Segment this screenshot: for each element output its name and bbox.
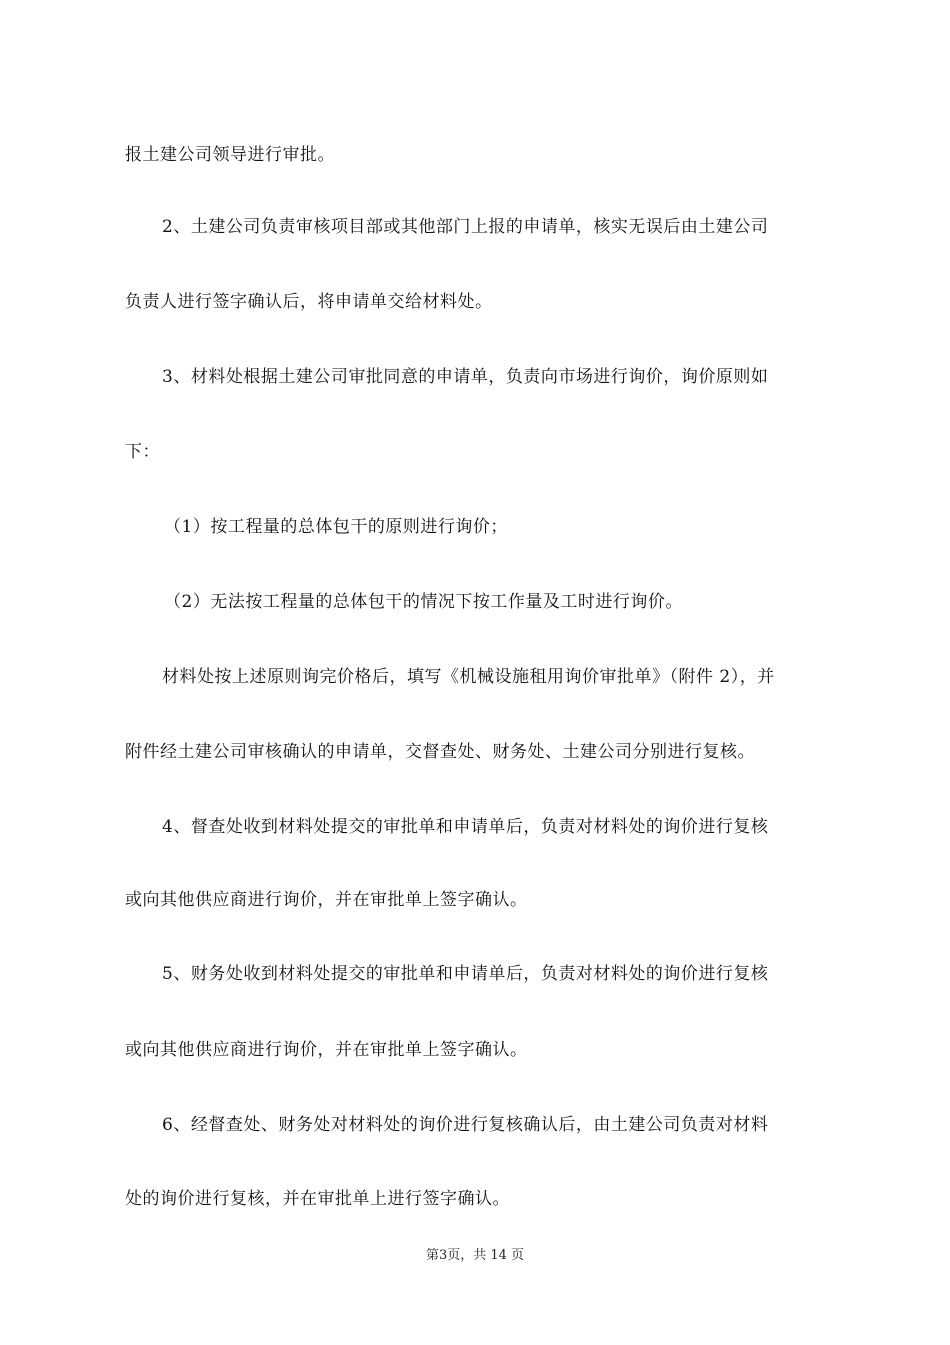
text-line: 或向其他供应商进行询价，并在审批单上签字确认。 bbox=[125, 890, 528, 910]
text-line: 处的询价进行复核，并在审批单上进行签字确认。 bbox=[125, 1189, 510, 1209]
page-number-footer: 第3页，共 14 页 bbox=[425, 1248, 525, 1263]
text-line: 报土建公司领导进行审批。 bbox=[125, 145, 335, 165]
text-line: 4、督查处收到材料处提交的审批单和申请单后，负责对材料处的询价进行复核 bbox=[162, 817, 769, 837]
text-line: 6、经督查处、财务处对材料处的询价进行复核确认后，由土建公司负责对材料 bbox=[162, 1115, 769, 1135]
text-line: 5、财务处收到材料处提交的审批单和申请单后，负责对材料处的询价进行复核 bbox=[162, 964, 769, 984]
list-item: （1）按工程量的总体包干的原则进行询价； bbox=[164, 517, 508, 537]
text-line: 负责人进行签字确认后，将申请单交给材料处。 bbox=[125, 292, 493, 312]
text-line: 3、材料处根据土建公司审批同意的申请单，负责向市场进行询价，询价原则如 bbox=[162, 367, 769, 387]
text-line: 或向其他供应商进行询价，并在审批单上签字确认。 bbox=[125, 1040, 528, 1060]
list-item: （2）无法按工程量的总体包干的情况下按工作量及工时进行询价。 bbox=[164, 592, 683, 612]
text-line: 下： bbox=[125, 442, 160, 462]
text-line: 附件经土建公司审核确认的申请单，交督查处、财务处、土建公司分别进行复核。 bbox=[125, 742, 755, 762]
text-line: 材料处按上述原则询完价格后，填写《机械设施租用询价审批单》（附件 2），并 bbox=[162, 667, 775, 687]
text-line: 2、土建公司负责审核项目部或其他部门上报的申请单，核实无误后由土建公司 bbox=[162, 217, 769, 237]
